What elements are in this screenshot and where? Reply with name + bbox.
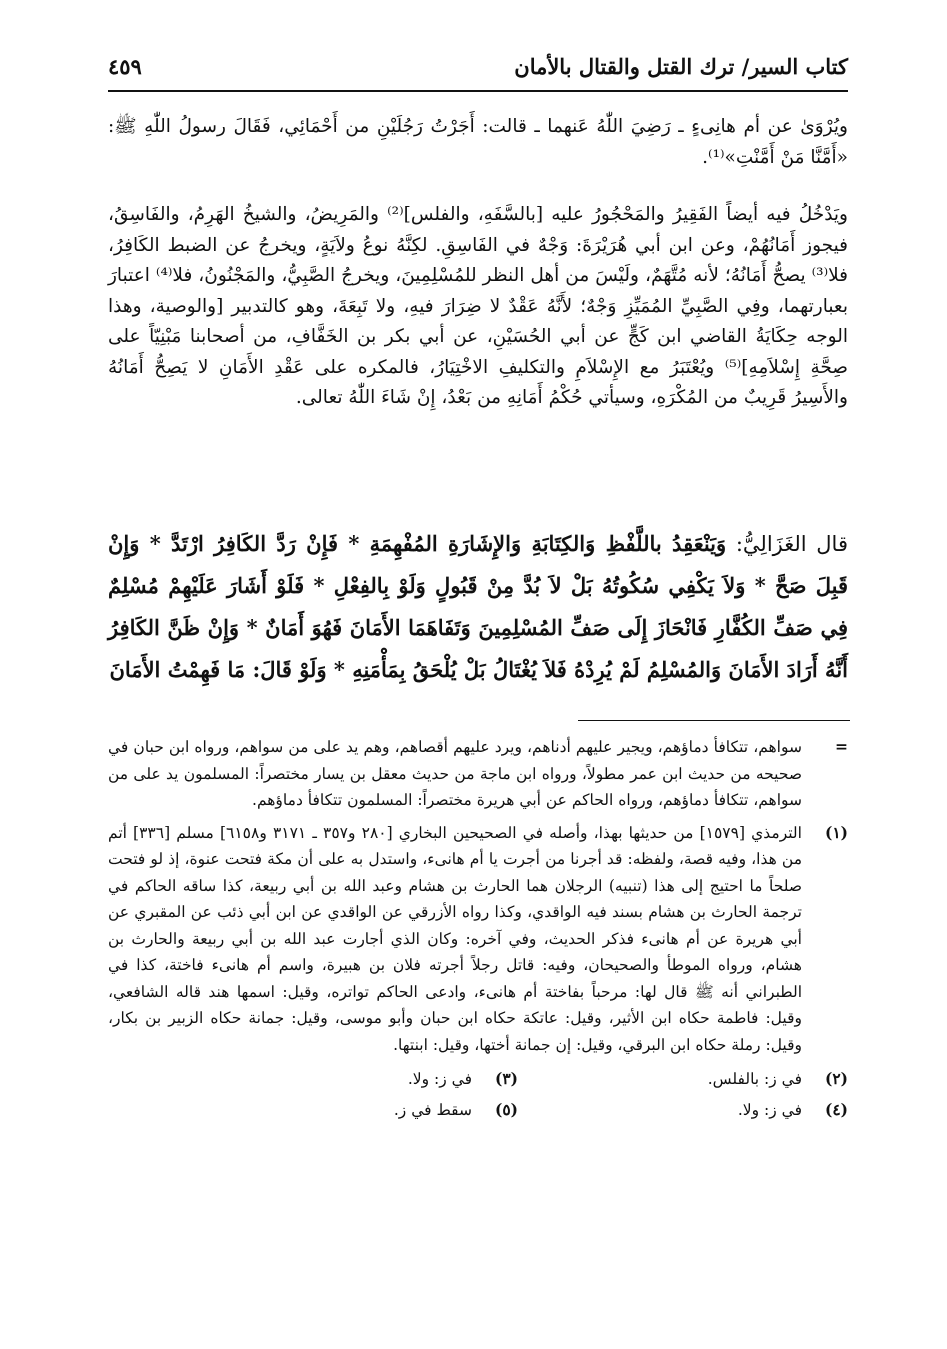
footnote-2	[518, 1066, 848, 1093]
footnotes	[108, 734, 848, 1126]
footnote-text: الترمذي [١٥٧٩] من حديثها بهذا، وأصله في الصحيحين البخاري [٢٨٠ و٣٥٧ ـ ٣١٧١ و٦١٥٨] مسلم [٣٣٦] أتم من هذا، وفيه قصة، ولفظه: قد أجرنا من أجرت يا أم هانىء، واستدل به على أن مكة فتحت عنوة، إذ لو فتحت صلحاً ما احتيج إلى هذا (تنبيه) الرجلان هما الحارث بن هشام وعبد الله بن أبي ربيعة، كذا ساقه الحاكم في ترجمة الحارث بن هشام بسند فيه الواقدي، وكذا رواه الأزرقي عن الواقدي عن ابن أبي ذئب عن المقبري عن أبي هريرة عن أم هانىء فذكر الحديث، وفي آخره: وكان الذي أجارت عبد الله بن أبي ربيعة والحارث بن هشام، ورواه الموطأ والصحيحان، وفيه: قاتل رجلاً أجرته فلان بن هبيرة، واسم أم هانىء فاختة، كذا في الطبراني أنه ﷺ قال لها: مرحباً بفاختة أم هانىء، وادعى الحاكم تواتره، وقيل: اسمها هند قاله الشافعي، وقيل: فاطمة حكاه ابن الأثير، وقيل: عاتكة حكاه ابن حبان وأبو موسى، وقيل: جمانة حكاه الزبير بن بكار، وقيل: رملة حكاه ابن البرقي، وقيل: إن جمانة أختها، وقيل: ابنتها.	[108, 823, 802, 1054]
footnote-5	[188, 1097, 518, 1124]
footnote-1	[108, 820, 848, 1059]
running-title: كتاب السير/ ترك القتل والقتال بالأمان	[514, 53, 848, 79]
footnote-marker: =	[835, 737, 848, 756]
ghazali-quote: وَيَنْعَقِدُ باللَّفْظِ وَالكِتَابَةِ وَالإِشَارَةِ المُفْهِمَةِ * فَإِنْ رَدَّ الكَافِرُ ارْتَدَّ * وَإِنْ قَبِلَ صَحَّ * وَلاَ يَكْفِي سُكُوتُهُ بَلْ لاَ بُدَّ مِنْ قَبُولٍ وَلَوْ بِالفِعْلِ * فَلَوْ أَشَارَ عَلَيْهِمْ مُسْلِمٌ فِي صَفِّ الكُفَّارِ فَانْحَازَ إِلَى صَفِّ المُسْلِمِينَ وَتَفَاهَمَا الأَمَانَ فَهُوَ أَمَانٌ * وَإِنْ ظَنَّ الكَافِرُ أَنَّهُ أَرَادَ الأَمَانَ وَالمُسْلِمُ لَمْ يُرِدْهُ فَلاَ يُغْتَالُ بَلْ يُلْحَقُ بِمَأْمَنِهِ * وَلَوْ قَالَ: مَا فَهِمْتُ الأَمَانَ	[108, 531, 848, 682]
paragraph-hadith: ويُرْوَىٰ عن أم هانِىءٍ ـ رَضِيَ اللّٰهُ عَنهما ـ قالت: أَجَرْتُ رَجُلَيْنِ من أَحْمَائِي، فَقَالَ رسولُ اللّٰهِ ﷺ: «أَمَّنَّا مَنْ أَمَّنْتِ»⁽¹⁾.	[108, 116, 848, 168]
footnote-divider	[578, 720, 850, 721]
footnote-marker: (٢)	[824, 1069, 848, 1089]
header-rule	[108, 90, 848, 92]
footnote-marker: (٤)	[824, 1100, 848, 1120]
page-number: ٤٥٩	[108, 53, 142, 79]
footnote-marker: (١)	[824, 822, 848, 842]
footnote-4	[518, 1097, 848, 1124]
footnote-marker: (٥)	[494, 1100, 518, 1120]
footnote-text: سواهم، تتكافأ دماؤهم، ويجير عليهم أدناهم، ويرد عليهم أقصاهم، وهم يد على من سواهم، ورواه ابن حبان في صحيحه من حديث ابن عمر مطولاً، ورواه ابن ماجة من حديث معقل بن يسار مختصراً: المسلمون يد على من سواهم، تتكافأ دماؤهم، ورواه الحاكم عن أبي هريرة مختصراً: المسلمون تتكافأ دماؤهم.	[108, 738, 802, 809]
book-page	[108, 0, 848, 1349]
footnote-text: في ز: بالفلس.	[707, 1070, 802, 1089]
footnote-continued	[108, 734, 848, 814]
footnote-text: سقط في ز.	[393, 1101, 472, 1120]
ghazali-intro: قال الغَزَالِيُّ:	[735, 532, 848, 556]
paragraph-ghazali	[108, 523, 848, 691]
footnote-row	[108, 1095, 848, 1126]
page-header	[108, 46, 848, 86]
footnote-marker: (٣)	[494, 1069, 518, 1089]
short-footnotes	[108, 1064, 848, 1126]
paragraph-eligibility: ويَدْخُلُ فيه أيضاً الفَقِيرُ والمَحْجُورُ عليه [بالسَّفَهِ، والفلس]⁽²⁾ والمَرِيضُ، والشيخُ الهَرِمُ، والفَاسِقُ، فيجوز أَمَانُهُمْ، وعن ابن أبي هُرَيْرَةَ: وَجْهٌ في الفَاسِقِ. لكِنَّهُ نوعُ ولاَيَةٍ، ويخرجُ عن الضبط الكَافِرُ، فلا⁽³⁾ يصحُّ أَمَانُهُ؛ لأنه مُتَّهَمٌ، ولَيْسَ من أهل النظر للمُسْلِمِينَ، ويخرجُ الصَّبِيُّ، والمَجْنُونُ، فلا⁽⁴⁾ اعتبارَ بعبارتهما، وفِي الصَّبِيِّ المُمَيِّزِ وَجْهٌ؛ لأَنَّهُ عَقْدٌ لا ضِرَارَ فيهِ، ولا تَبِعَةَ، وهو كالتدبير [والوصية، وهذا الوجه حِكَايَةُ القاضي ابن كَجٍّ عن أبي الحُسَيْنِ، عن أبي بكر بن الخَفَّافِ، من أصحابنا مَبْنِيّاً على صِحَّةِ إِسْلاَمِهِ]⁽⁵⁾ ويُعْتَبَرُ مع الإِسْلاَمِ والتكليفِ الاخْتِيَارُ، فالمكره على عَقْدِ الأَمَانِ لا يَصِحُّ أَمَانُهُ والأَسِيرُ قَرِيبٌ من المُكْرَهِ، وسيأتي حُكْمُ أَمَانِهِ من بَعْدُ، إِنْ شَاءَ اللّٰهُ تعالى.	[108, 204, 849, 408]
footnote-row	[108, 1064, 848, 1095]
footnote-text: في ز: ولا.	[737, 1101, 802, 1120]
footnote-text: في ز: ولا.	[407, 1070, 472, 1089]
footnote-3	[188, 1066, 518, 1093]
